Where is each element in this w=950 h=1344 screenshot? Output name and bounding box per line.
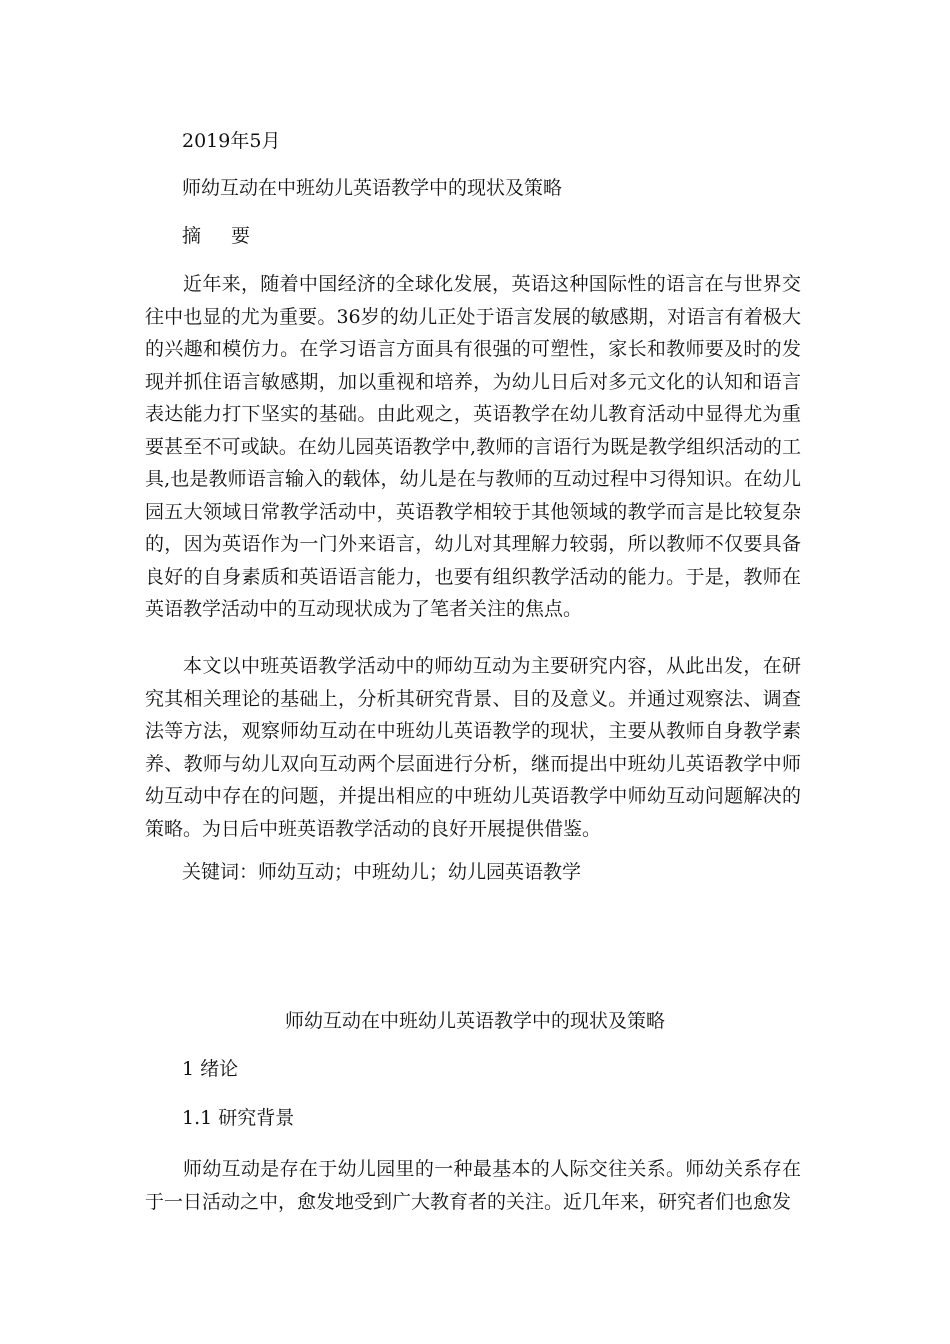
section-heading-1-1: 1.1 研究背景: [182, 1107, 295, 1129]
date-line: 2019年5月: [182, 130, 281, 152]
abstract-paragraph-2: 本文以中班英语教学活动中的师幼互动为主要研究内容，从此出发，在研究其相关理论的基础上，分析其研究背景、目的及意义。并通过观察法、调查法等方法，观察师幼互动在中班幼儿英语教学的现状，主要从教师自身教学素养、教师与幼儿双向互动两个层面进行分析，继而提出中班幼儿英语教学中师幼互动中存在的问题，并提出相应的中班幼儿英语教学中师幼互动问题解决的策略。为日后中班英语教学活动的良好开展提供借鉴。: [145, 655, 801, 840]
abstract-paragraph-1: 近年来，随着中国经济的全球化发展，英语这种国际性的语言在与世界交往中也显的尤为重要。36岁的幼儿正处于语言发展的敏感期，对语言有着极大的兴趣和模仿力。在学习语言方面具有很强的可塑性，家长和教师要及时的发现并抓住语言敏感期，加以重视和培养，为幼儿日后对多元文化的认知和语言表达能力打下坚实的基础。由此观之，英语教学在幼儿教育活动中显得尤为重要甚至不可或缺。在幼儿园英语教学中,教师的言语行为既是教学组织活动的工具,也是教师语言输入的载体，幼儿是在与教师的互动过程中习得知识。在幼儿园五大领域日常教学活动中，英语教学相较于其他领域的教学而言是比较复杂的，因为英语作为一门外来语言，幼儿对其理解力较弱，所以教师不仅要具备良好的自身素质和英语语言能力，也要有组织教学活动的能力。于是，教师在英语教学活动中的互动现状成为了笔者关注的焦点。: [145, 273, 801, 620]
abstract-heading: 摘 要: [182, 225, 263, 247]
section-heading-1: 1 绪论: [182, 1058, 239, 1080]
body-paragraph-1: 师幼互动是存在于幼儿园里的一种最基本的人际交往关系。师幼关系存在于一日活动之中，愈发地受到广大教育者的关注。近几年来，研究者们也愈发: [145, 1158, 801, 1213]
body-title: 师幼互动在中班幼儿英语教学中的现状及策略: [284, 1010, 665, 1032]
front-title: 师幼互动在中班幼儿英语教学中的现状及策略: [182, 177, 563, 199]
keywords-line: 关键词：师幼互动；中班幼儿；幼儿园英语教学: [182, 861, 582, 883]
